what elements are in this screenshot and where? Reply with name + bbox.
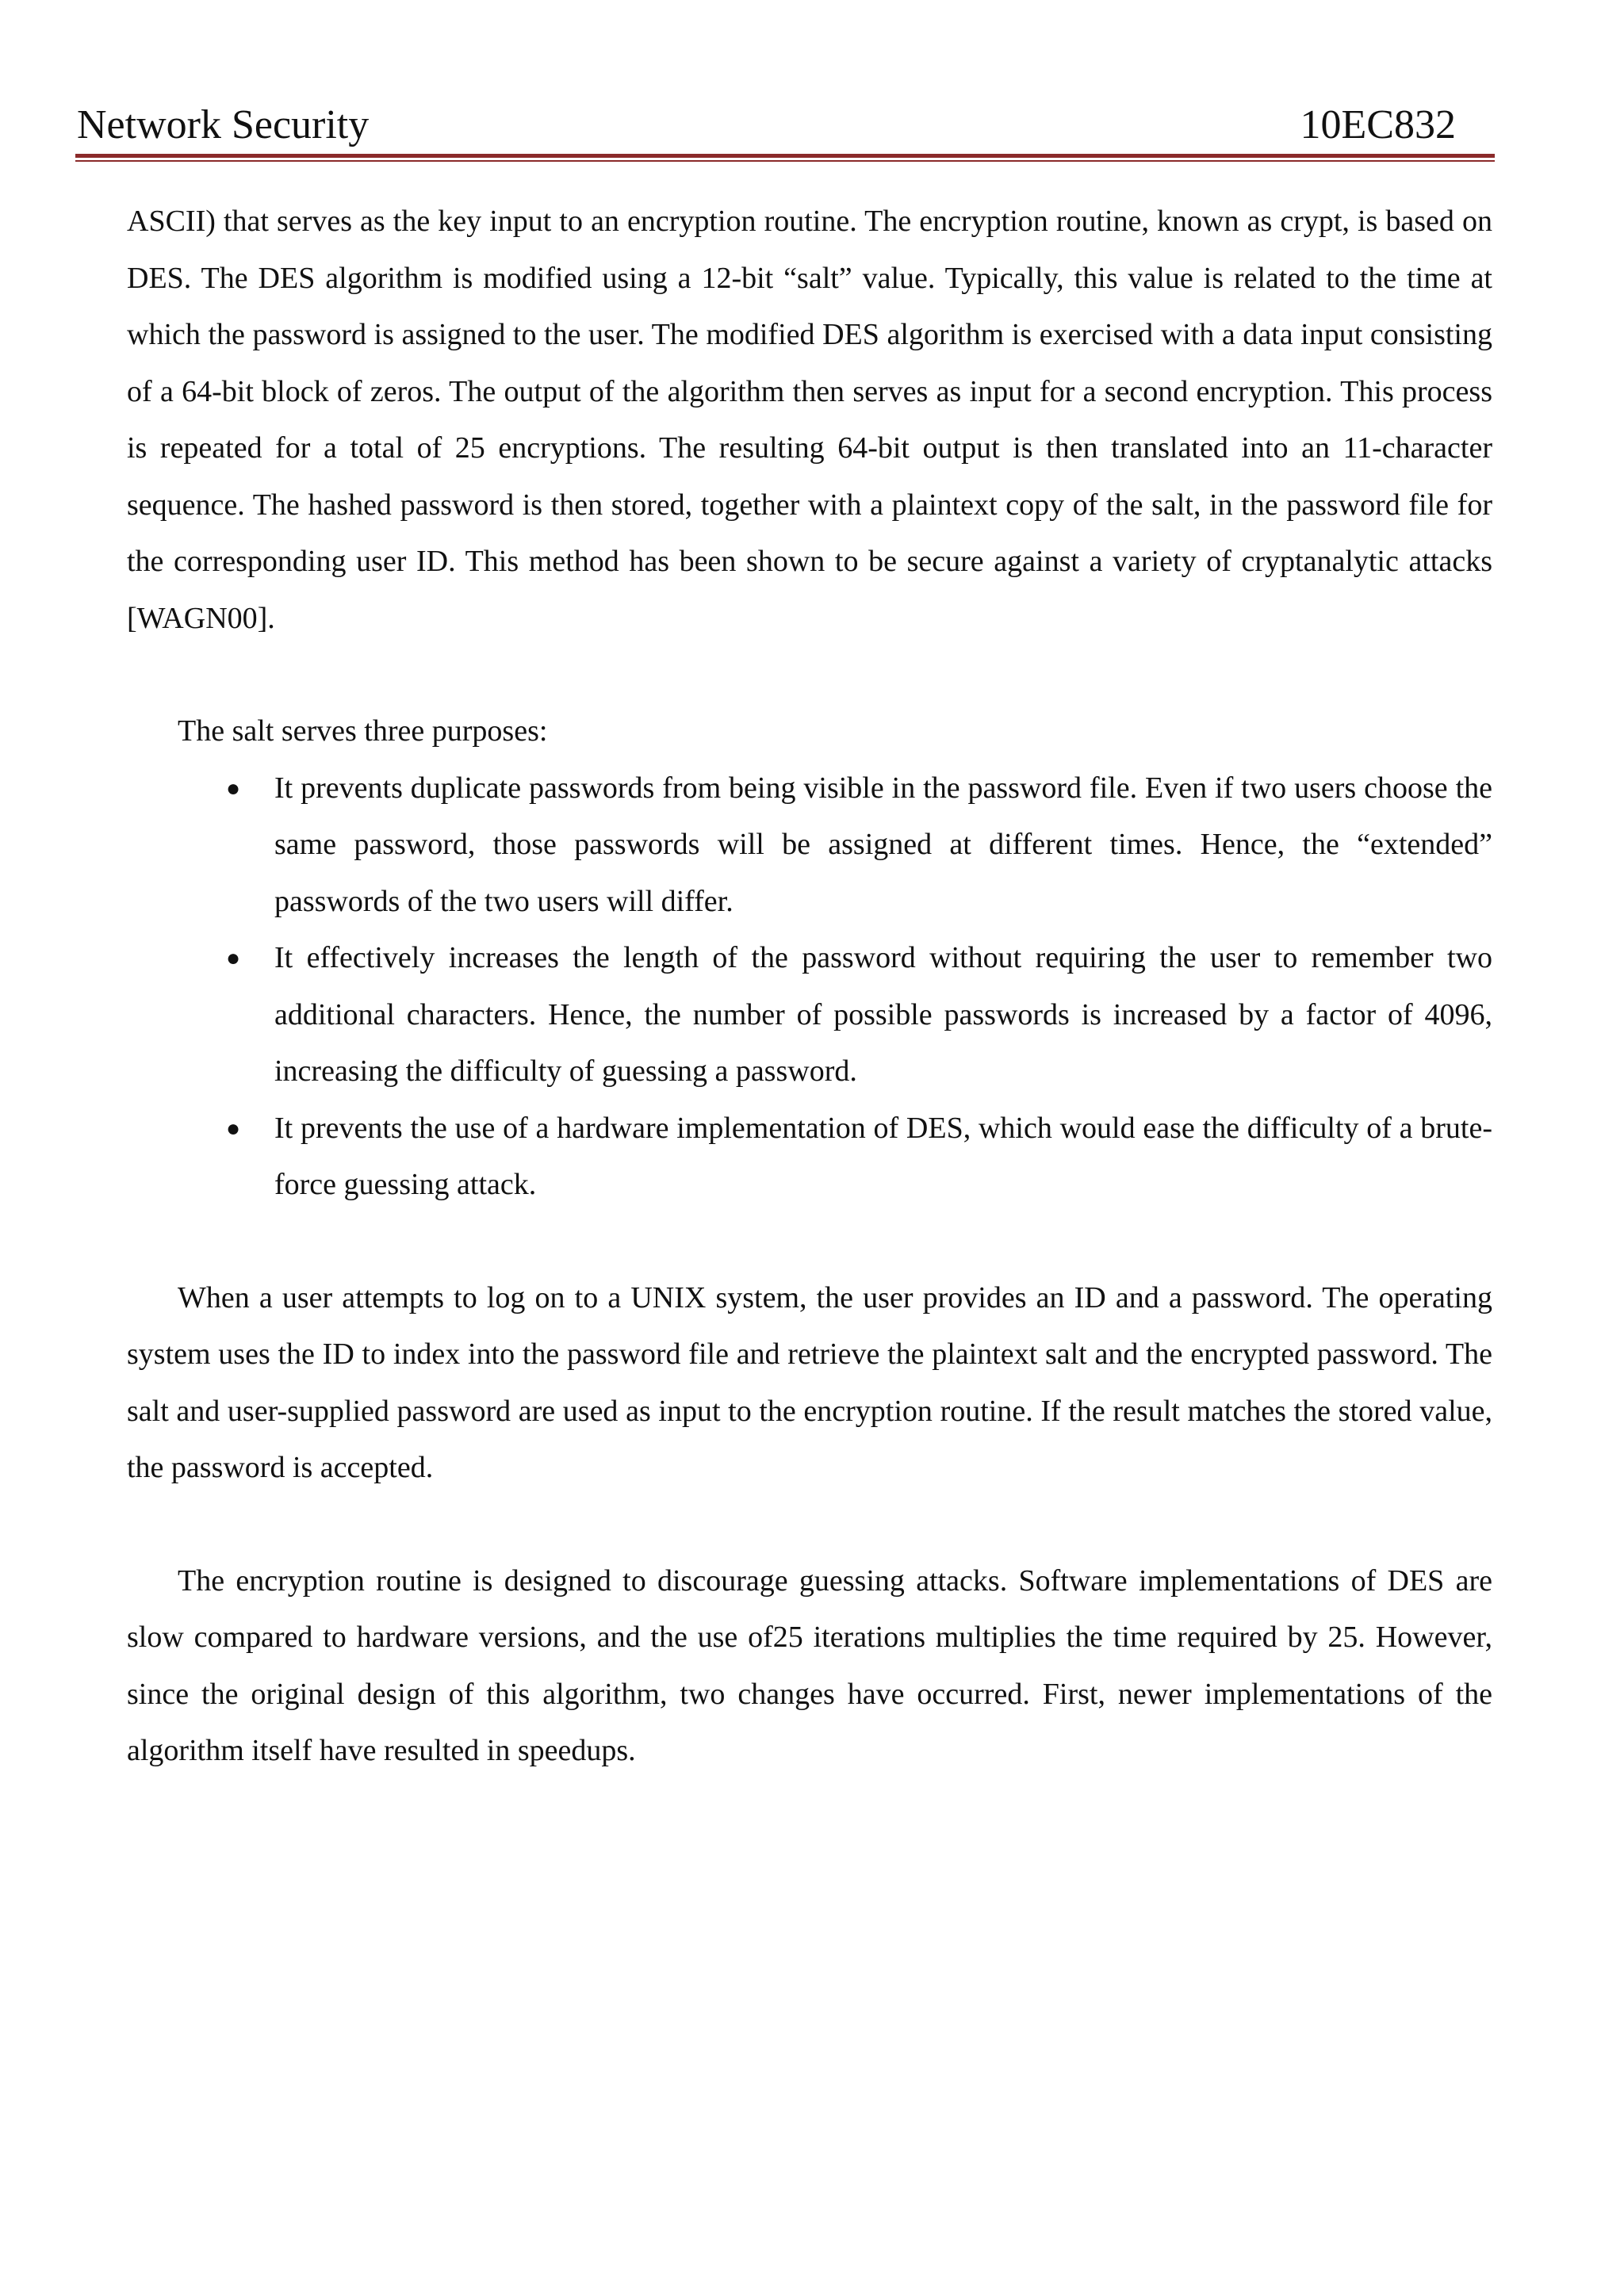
- header-rule-thick: [75, 154, 1495, 158]
- document-body: [127, 193, 1492, 1780]
- list-item: [127, 760, 1492, 931]
- header-course-code: 10EC832: [1300, 102, 1456, 147]
- paragraph-unix-logon: When a user attempts to log on to a UNIX system, the user provides an ID and a password. The operating system uses the ID to index into the password file and retrieve the plaintext salt and the encrypted password. The salt and user-supplied password are used as input to the encryption routine. If the result matches the stored value, the password is accepted.: [127, 1280, 1492, 1484]
- header-title: Network Security: [77, 102, 370, 147]
- list-item-text: It prevents duplicate passwords from being visible in the password file. Even if two users choose the same password, those passwords will be assigned at different times. Hence, the “extended” passwords of the two users will differ.: [274, 771, 1492, 918]
- paragraph-crypt-description: ASCII) that serves as the key input to an encryption routine. The encryption routine, known as crypt, is based on DES. The DES algorithm is modified using a 12-bit “salt” value. Typically, this value is related to the time at which the password is assigned to the user. The modified DES algorithm is exercised with a data input consisting of a 64-bit block of zeros. The output of the algorithm then serves as input for a second encryption. This process is repeated for a total of 25 encryptions. The resulting 64-bit output is then translated into an 11-character sequence. The hashed password is then stored, together with a plaintext copy of the salt, in the password file for the corresponding user ID. This method has been shown to be secure against a variety of cryptanalytic attacks [WAGN00].: [127, 205, 1492, 635]
- header-rule-thin: [75, 160, 1495, 162]
- bullet-icon: ●: [226, 775, 241, 802]
- list-item: [127, 930, 1492, 1100]
- paragraph-salt-purposes-lead: The salt serves three purposes:: [178, 714, 548, 748]
- paragraph-encryption-routine: The encryption routine is designed to discourage guessing attacks. Software implementations of DES are slow compared to hardware versions, and the use of25 iterations multiplies the time required by 25. However, since the original design of this algorithm, two changes have occurred. First, newer implementations of the algorithm itself have resulted in speedups.: [127, 1563, 1492, 1767]
- list-item-text: It effectively increases the length of the password without requiring the user to remember two additional characters. Hence, the number of possible passwords is increased by a factor of 4096, increasing the difficulty of guessing a password.: [274, 941, 1492, 1088]
- bullet-icon: ●: [226, 945, 241, 971]
- list-item: [127, 1100, 1492, 1214]
- salt-purposes-list: [127, 760, 1492, 1214]
- bullet-icon: ●: [226, 1115, 241, 1142]
- list-item-text: It prevents the use of a hardware implementation of DES, which would ease the difficulty of a brute-force guessing attack.: [274, 1111, 1492, 1201]
- page-header: [77, 101, 1496, 149]
